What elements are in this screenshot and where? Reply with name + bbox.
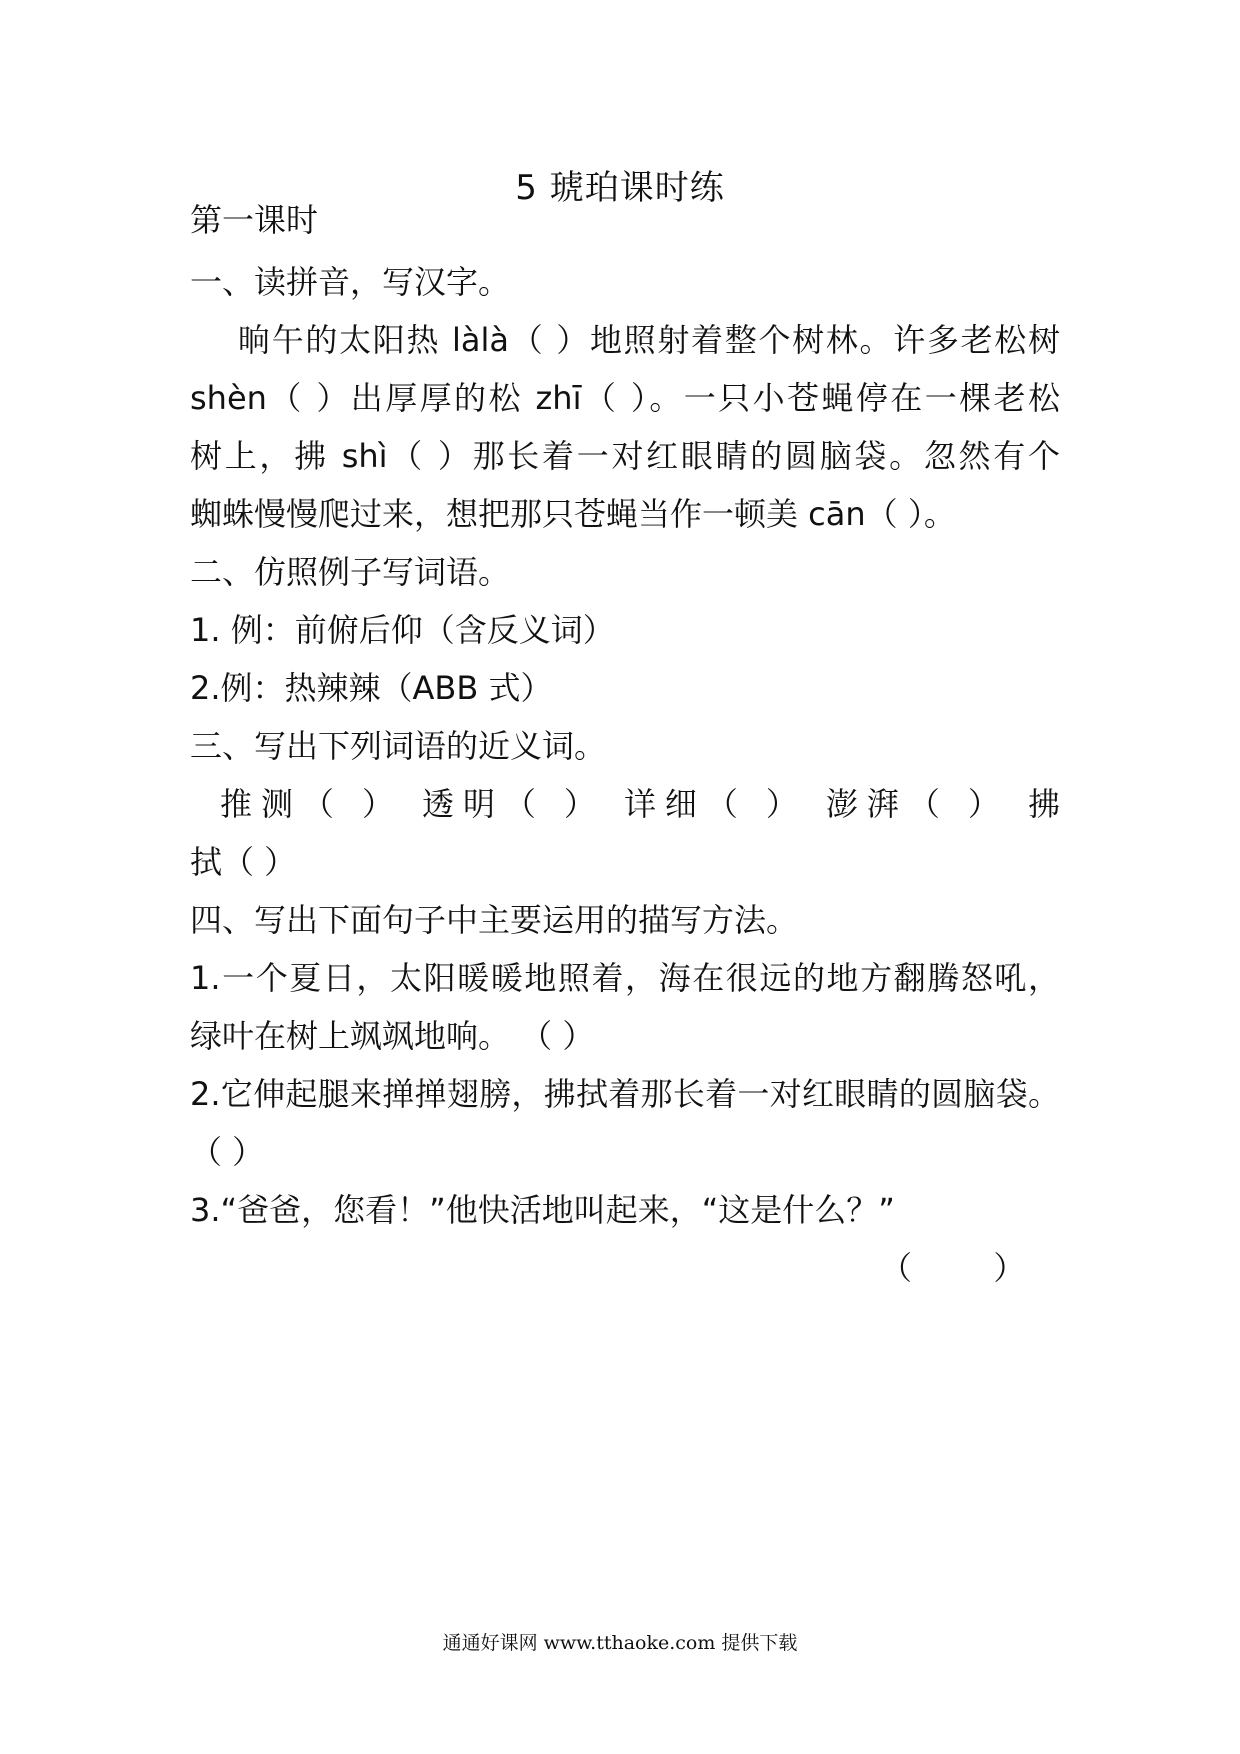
section4-line-1: 1.一个夏日，太阳暖暖地照着，海在很远的地方翻腾怒吼，	[190, 959, 1060, 997]
section2-heading: 二、仿照例子写词语。	[190, 553, 511, 591]
section3-line-2: 拭（ ）	[190, 843, 297, 881]
section1-line-2: shèn（ ）出厚厚的松 zhī（ ）。一只小苍蝇停在一棵老松	[190, 379, 1060, 417]
section3-heading: 三、写出下列词语的近义词。	[190, 727, 607, 765]
section2-item-2: 2.例：热辣辣（ABB 式）	[190, 669, 553, 707]
section4-line-4: （ ）	[190, 1133, 265, 1171]
page-title: 5 琥珀课时练	[515, 168, 725, 208]
section4-answer-blank: （ ）	[880, 1249, 1026, 1287]
section4-heading: 四、写出下面句子中主要运用的描写方法。	[190, 901, 799, 939]
footer-text: 通通好课网 www.tthaoke.com 提供下载	[442, 1632, 798, 1654]
section1-line-4: 蜘蛛慢慢爬过来，想把那只苍蝇当作一顿美 cān（ ）。	[190, 495, 956, 533]
section1-line-3: 树上，拂 shì（ ）那长着一对红眼睛的圆脑袋。忽然有个	[190, 437, 1060, 475]
section4-line-3: 2.它伸起腿来掸掸翅膀，拂拭着那长着一对红眼睛的圆脑袋。	[190, 1075, 1060, 1113]
section1-heading: 一、读拼音，写汉字。	[190, 263, 511, 301]
section4-line-5: 3.“爸爸，您看！”他快活地叫起来，“这是什么？”	[190, 1191, 895, 1229]
section3-line-1: 推测（ ） 透明（ ） 详细（ ） 澎湃（ ） 拂	[220, 785, 1060, 823]
section4-line-2: 绿叶在树上飒飒地响。 （ ）	[190, 1017, 595, 1055]
section2-item-1: 1. 例：前俯后仰（含反义词）	[190, 611, 615, 649]
section1-line-1: 晌午的太阳热 làlà（ ）地照射着整个树林。许多老松树	[238, 321, 1060, 359]
lesson-label: 第一课时	[190, 201, 319, 239]
